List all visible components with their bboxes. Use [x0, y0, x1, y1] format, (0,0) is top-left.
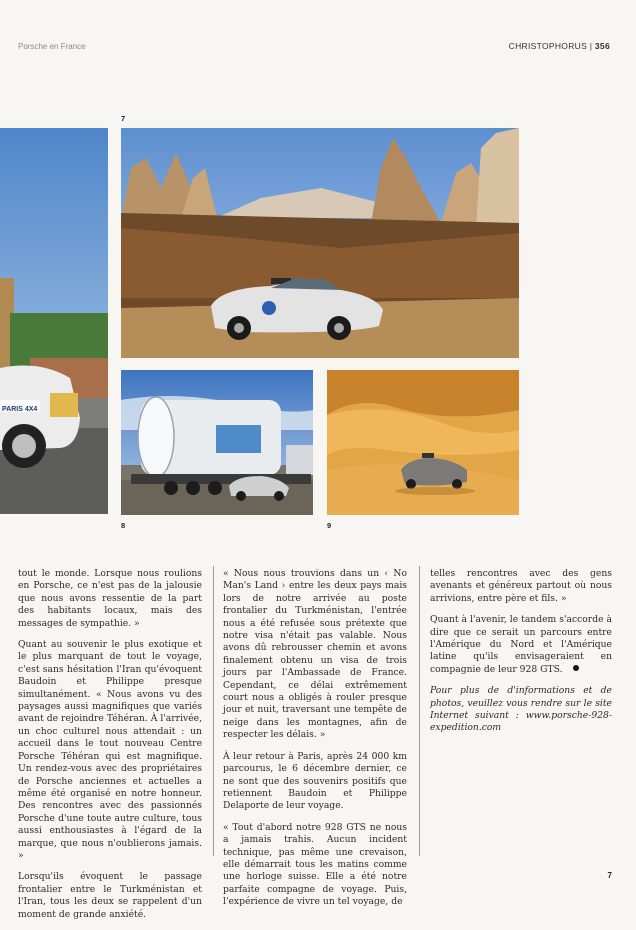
- text-column-3: [430, 568, 612, 744]
- column-divider: [419, 566, 420, 856]
- photo-tank-truck-art: [121, 370, 313, 515]
- photo-desert: [327, 370, 519, 515]
- issue-number: 356: [594, 41, 610, 51]
- photo-left-car: [0, 128, 108, 514]
- page-number: 7: [607, 871, 612, 880]
- caption-photo-9: 9: [327, 521, 332, 530]
- paragraph: « Tout d'abord notre 928 GTS ne nous a jamais trahis. Aucun incident technique, pas même une crevaison, elle démarrait tous les matins comme une horloge suisse. Elle a été notre parfaite compagne de voyage. Puis, l'expérience de vivre un tel voyage, de: [223, 821, 407, 908]
- magazine-name: CHRISTOPHORUS: [508, 41, 588, 51]
- paragraph: tout le monde. Lorsque nous roulions en Porsche, ce n'est pas de la jalousie que nous avons ressentie de la part des habitants locaux, mais des messages de sympathie. »: [18, 568, 202, 629]
- more-info-note: Pour plus de d'informations et de photos, veuillez vous rendre sur le site Internet suivant : www.porsche-928-expedition.com: [430, 685, 612, 734]
- paragraph: Quant au souvenir le plus exotique et le plus marquant de tout le voyage, c'est sans hésitation l'Iran qu'évoquent Baudoin et Philippe presque simultanément. « Nous avons vu des paysages aussi magnifiques que variés avant de rejoindre Téhéran. À l'arrivée, un choc culturel nous attendait : un accueil dans le tout nouveau Centre Porsche Téhéran qui est magnifique. Un rendez-vous avec des propriétaires de Porsche anciennes et actuelles a même été organisé en notre honneur. Des rencontres avec des passionnés Porsche d'une toute autre culture, tous aussi enthousiastes à l'égard de la marque, que nous n'oublierons jamais. »: [18, 639, 202, 861]
- caption-photo-8: 8: [121, 521, 126, 530]
- paragraph: Lorsqu'ils évoquent le passage frontalier entre le Turkménistan et l'Iran, tous les deux se rappelent d'un moment de grande anxiété.: [18, 871, 202, 920]
- photo-cappadocia: [121, 128, 519, 358]
- magazine-header: [509, 41, 610, 51]
- end-mark-icon: [573, 665, 579, 671]
- photo-cappadocia-art: [121, 128, 519, 358]
- photo-left-art: [0, 128, 108, 514]
- column-divider: [213, 566, 214, 856]
- paragraph: « Nous nous trouvions dans un ‹ No Man's Land › entre les deux pays mais lors de notre arrivée au poste frontalier du Turkménistan, l'entrée nous a été refusée sous prétexte que notre visa n'était pas valable. Nous avons dû rebrousser chemin et avons finalement obtenu un visa de trois jours par l'Ambassade de France. Cependant, ce délai extrêmement court nous a obligés à rouler presque jour et nuit, traversant une tempête de neige dans les montagnes, afin de respecter les délais. »: [223, 568, 407, 741]
- paragraph-text: Quant à l'avenir, le tandem s'accorde à dire que ce serait un parcours entre l'Amérique du Nord et l'Amérique latine qu'ils envisageraient en compagnie de leur 928 GTS.: [430, 614, 612, 675]
- paragraph: À leur retour à Paris, après 24 000 km parcourus, le 6 décembre dernier, ce ne sont que des souvenirs positifs que retiennent Baudoin et Philippe Delaporte de leur voyage.: [223, 750, 407, 812]
- section-title: Porsche en France: [18, 42, 86, 51]
- photo-desert-art: [327, 370, 519, 515]
- caption-photo-7: 7: [121, 114, 126, 123]
- paragraph-end: [430, 614, 612, 676]
- header-separator: |: [589, 41, 593, 51]
- photo-tank-truck: [121, 370, 313, 515]
- paragraph: telles rencontres avec des gens avenants et généreux partout où nous arrivions, entre père et fils. »: [430, 568, 612, 604]
- text-column-2: [223, 568, 407, 918]
- plate-left: PARIS 4X4: [2, 406, 38, 413]
- text-column-1: [18, 568, 202, 930]
